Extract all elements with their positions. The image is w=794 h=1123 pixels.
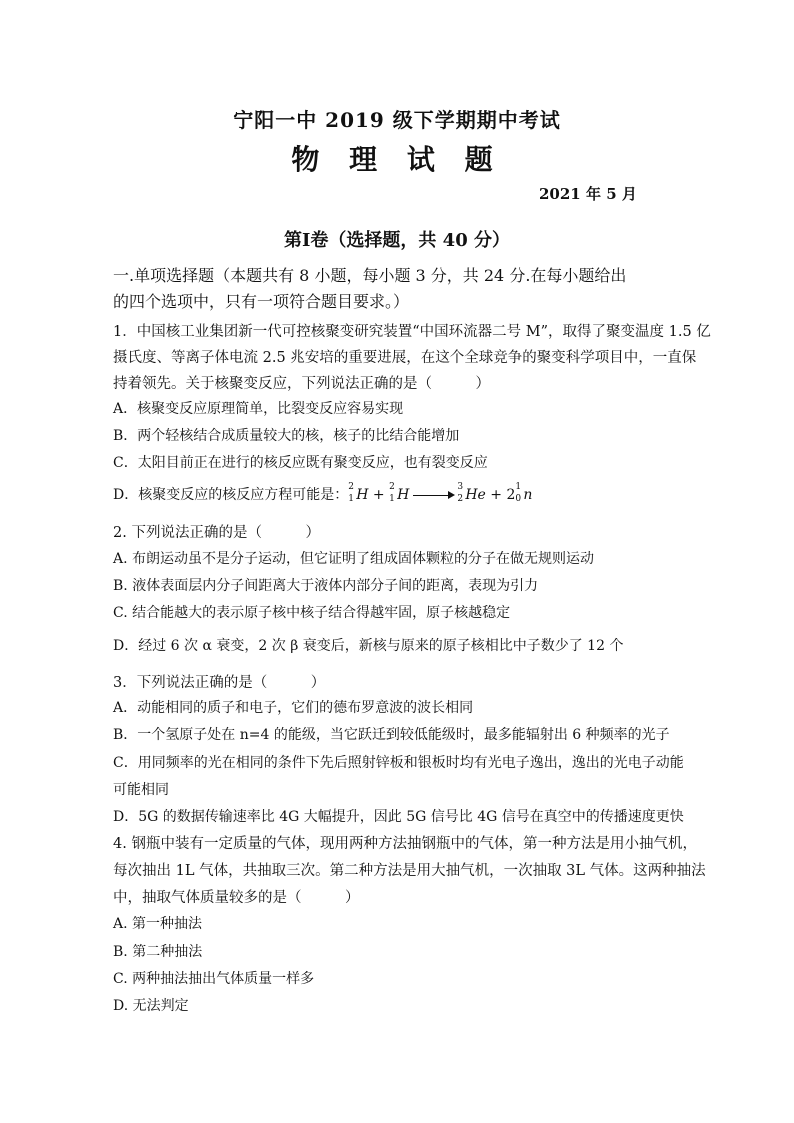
q1-stem-line-1: 1．中国核工业集团新一代可控核聚变研究装置“中国环流器二号 M”，取得了聚变温度 1.5 亿 (113, 324, 711, 340)
plus-sign-1: + (372, 487, 385, 503)
q1-option-c: C．太阳目前正在进行的核反应既有聚变反应，也有裂变反应 (113, 455, 488, 471)
q1-option-d-prefix: D．核聚变反应的核反应方程可能是： (113, 487, 349, 503)
q3-option-a: A．动能相同的质子和电子，它们的德布罗意波的波长相同 (113, 700, 474, 716)
plus-sign-2: + (490, 487, 502, 503)
q3-option-d: D．5G 的数据传输速率比 4G 大幅提升，因此 5G 信号比 4G 信号在真空中的传播速度更快 (113, 809, 684, 825)
q4-stem-line-3: 中，抽取气体质量较多的是（ ） (113, 890, 360, 906)
subject-title: 物 理 试 题 (291, 143, 503, 176)
q1-stem-line-2: 摄氏度、等离子体电流 2.5 兆安培的重要进展，在这个全球竞争的聚变科学项目中，一直保 (113, 350, 697, 366)
q1-option-b: B．两个轻核结合成质量较大的核，核子的比结合能增加 (113, 428, 460, 444)
q1-option-a: A．核聚变反应原理简单，比裂变反应容易实现 (113, 401, 404, 417)
reaction-arrow-icon (413, 495, 453, 496)
n-symbol: n (523, 487, 533, 503)
q3-option-c-line-2: 可能相同 (113, 782, 169, 798)
section-heading-line-1: 一.单项选择题（本题共有 8 小题，每小题 3 分，共 24 分.在每小题给出 (113, 266, 627, 285)
school-exam-title: 宁阳一中 2019 级下学期期中考试 (233, 108, 561, 132)
q4-option-b: B. 第二种抽法 (113, 944, 203, 960)
q1-stem-line-3: 持着领先。关于核聚变反应，下列说法正确的是（ ） (113, 376, 490, 392)
q4-option-a: A. 第一种抽法 (113, 916, 203, 932)
section-heading-line-2: 的四个选项中，只有一项符合题目要求。） (113, 292, 410, 311)
q2-option-a: A. 布朗运动虽不是分子运动，但它证明了组成固体颗粒的分子在做无规则运动 (113, 551, 595, 567)
q2-option-b: B. 液体表面层内分子间距离大于液体内部分子间的距离，表现为引力 (113, 578, 539, 594)
q4-stem-line-2: 每次抽出 1L 气体，共抽取三次。第二种方法是用大抽气机，一次抽取 3L 气体。这两种抽法 (113, 863, 706, 879)
exam-date: 2021 年 5 月 (539, 185, 637, 203)
h1-charge-number: 1 (348, 494, 354, 504)
h2-charge-number: 1 (389, 494, 395, 504)
n-charge-number: 0 (515, 494, 522, 504)
h2-symbol: H (397, 487, 410, 503)
q3-stem: 3．下列说法正确的是（ ） (113, 675, 326, 691)
h1-mass-number: 2 (348, 482, 354, 492)
he-mass-number: 3 (457, 482, 464, 492)
n-mass-number: 1 (515, 482, 522, 492)
q3-option-c-line-1: C．用同频率的光在相同的条件下先后照射锌板和银板时均有光电子逸出，逸出的光电子动能 (113, 755, 684, 771)
he-charge-number: 2 (457, 494, 464, 504)
nuclear-reaction-formula (348, 482, 533, 504)
part-title: 第Ⅰ卷（选择题，共 40 分） (283, 230, 510, 251)
q4-option-c: C. 两种抽法抽出气体质量一样多 (113, 971, 315, 987)
h2-mass-number: 2 (389, 482, 395, 492)
q1-option-d (113, 484, 693, 504)
q2-option-c: C. 结合能越大的表示原子核中核子结合得越牢固，原子核越稳定 (113, 605, 511, 621)
neutron-coefficient: 2 (506, 487, 516, 503)
h1-symbol: H (356, 487, 369, 503)
q4-stem-line-1: 4. 钢瓶中装有一定质量的气体，现用两种方法抽钢瓶中的气体，第一种方法是用小抽气机， (113, 836, 697, 852)
q2-option-d: D．经过 6 次 α 衰变，2 次 β 衰变后，新核与原来的原子核相比中子数少了 12 个 (113, 638, 624, 654)
q3-option-b: B．一个氢原子处在 n=4 的能级，当它跃迁到较低能级时，最多能辐射出 6 种频率的光子 (113, 727, 670, 743)
he-symbol: He (465, 487, 486, 503)
q4-option-d: D. 无法判定 (113, 998, 189, 1014)
q2-stem: 2. 下列说法正确的是（ ） (113, 525, 320, 541)
